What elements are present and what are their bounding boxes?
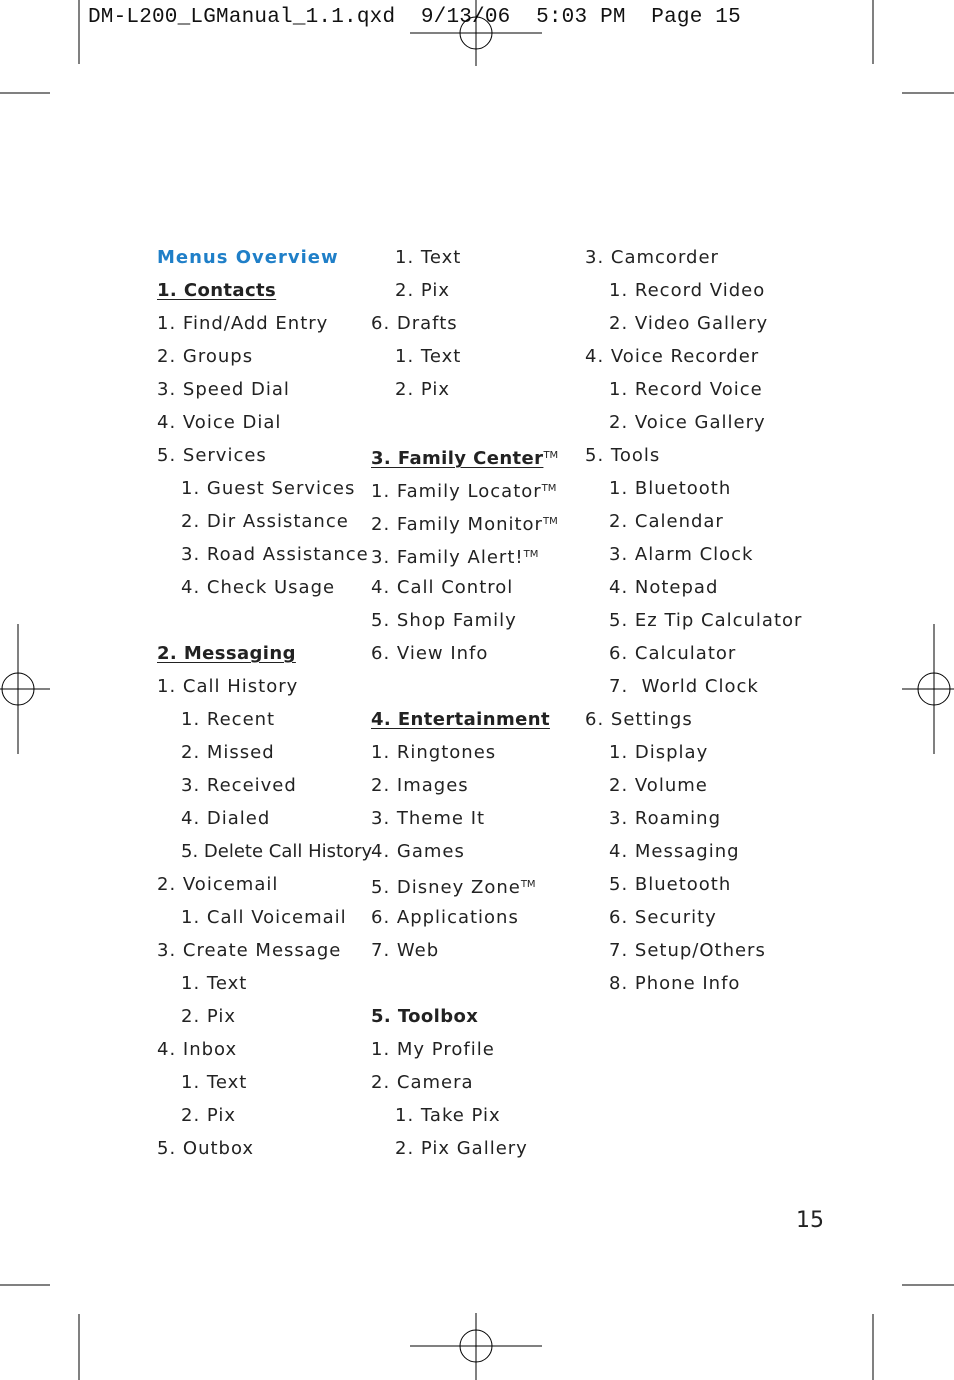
menu-item: 5. Tools	[585, 445, 661, 466]
submenu-item: 6. Calculator	[609, 643, 737, 664]
menu-item: 1. My Profile	[371, 1039, 495, 1060]
submenu-item: 1. Guest Services	[181, 478, 356, 499]
submenu-item: 2. Pix Gallery	[395, 1138, 528, 1159]
menu-item: 4. Games	[371, 841, 465, 862]
submenu-item: 5. Bluetooth	[609, 874, 732, 895]
submenu-item: 1. Call Voicemail	[181, 907, 347, 928]
submenu-item: 2. Dir Assistance	[181, 511, 349, 532]
menu-item: 4. Voice Recorder	[585, 346, 760, 367]
submenu-item: 7. Setup/Others	[609, 940, 766, 961]
submenu-item: 1. Text	[395, 346, 462, 367]
menu-item: 2. Family Monitor™	[371, 514, 558, 535]
page-number: 15	[796, 1208, 824, 1233]
submenu-item: 1. Record Voice	[609, 379, 763, 400]
menu-item: 1. Ringtones	[371, 742, 497, 763]
menu-item: 4. Voice Dial	[157, 412, 282, 433]
menu-item: 3. Speed Dial	[157, 379, 290, 400]
menu-item: 7. Web	[371, 940, 440, 961]
menu-item: 3. Family Alert!™	[371, 547, 539, 568]
menu-column-3	[585, 241, 802, 1000]
submenu-item: 4. Notepad	[609, 577, 719, 598]
menu-item: 1. Family Locator™	[371, 481, 557, 502]
registration-mark-top	[410, 0, 542, 66]
menu-item: 6. Settings	[585, 709, 693, 730]
submenu-item: 2. Volume	[609, 775, 708, 796]
submenu-item: 2. Video Gallery	[609, 313, 769, 334]
submenu-item: 1. Bluetooth	[609, 478, 732, 499]
menu-item: 3. Create Message	[157, 940, 342, 961]
menu-column-1	[157, 241, 372, 1165]
section-heading-family-center: 3. Family Center™	[371, 448, 559, 469]
submenu-item: 4. Dialed	[181, 808, 271, 829]
registration-mark-left	[0, 624, 50, 754]
submenu-item: 2. Pix	[181, 1006, 237, 1027]
submenu-item: 3. Alarm Clock	[609, 544, 754, 565]
page-title: Menus Overview	[157, 247, 339, 268]
menu-item: 6. View Info	[371, 643, 489, 664]
registration-mark-right	[902, 624, 954, 754]
submenu-item: 1. Text	[395, 247, 462, 268]
submenu-item: 6. Security	[609, 907, 717, 928]
submenu-item: 3. Roaming	[609, 808, 722, 829]
menu-item: 1. Find/Add Entry	[157, 313, 329, 334]
section-heading-entertainment: 4. Entertainment	[371, 709, 550, 730]
submenu-item: 1. Record Video	[609, 280, 766, 301]
menu-item: 2. Images	[371, 775, 469, 796]
submenu-item: 4. Check Usage	[181, 577, 336, 598]
menu-item: 5. Services	[157, 445, 267, 466]
menu-item: 4. Inbox	[157, 1039, 238, 1060]
submenu-item: 3. Road Assistance	[181, 544, 369, 565]
menu-item: 2. Groups	[157, 346, 254, 367]
submenu-item: 1. Take Pix	[395, 1105, 501, 1126]
submenu-item: 4. Messaging	[609, 841, 740, 862]
submenu-item: 1. Text	[181, 1072, 248, 1093]
section-heading-messaging: 2. Messaging	[157, 643, 296, 664]
submenu-item: 2. Calendar	[609, 511, 724, 532]
menu-item: 6. Applications	[371, 907, 519, 928]
registration-mark-bottom	[410, 1313, 542, 1380]
trademark-mark: TM	[543, 450, 559, 461]
submenu-item: 8. Phone Info	[609, 973, 741, 994]
submenu-item: 1. Recent	[181, 709, 276, 730]
print-slug: DM-L200_LGManual_1.1.qxd 9/13/06 5:03 PM Page 15	[88, 6, 741, 29]
menu-item: 6. Drafts	[371, 313, 458, 334]
menu-item: 3. Camcorder	[585, 247, 719, 268]
submenu-item: 5. Ez Tip Calculator	[609, 610, 803, 631]
menu-item: 5. Outbox	[157, 1138, 255, 1159]
menu-item: 4. Call Control	[371, 577, 514, 598]
submenu-item: 1. Display	[609, 742, 709, 763]
submenu-item: 2. Missed	[181, 742, 275, 763]
submenu-item: 2. Pix	[395, 280, 451, 301]
menu-item: 3. Theme It	[371, 808, 486, 829]
submenu-item: 2. Pix	[181, 1105, 237, 1126]
menu-item: 1. Call History	[157, 676, 299, 697]
menu-item: 2. Camera	[371, 1072, 474, 1093]
submenu-item: 5. Delete Call History	[181, 841, 373, 862]
menu-item: 5. Shop Family	[371, 610, 517, 631]
submenu-item: 2. Voice Gallery	[609, 412, 766, 433]
menu-column-2	[371, 241, 558, 1165]
section-heading-contacts: 1. Contacts	[157, 280, 277, 301]
submenu-item: 1. Text	[181, 973, 248, 994]
submenu-item: 3. Received	[181, 775, 297, 796]
submenu-item: 2. Pix	[395, 379, 451, 400]
menu-item: 5. Disney Zone™	[371, 877, 536, 898]
menu-item: 2. Voicemail	[157, 874, 279, 895]
section-heading-toolbox: 5. Toolbox	[371, 1006, 479, 1027]
submenu-item: 7. World Clock	[609, 676, 759, 697]
